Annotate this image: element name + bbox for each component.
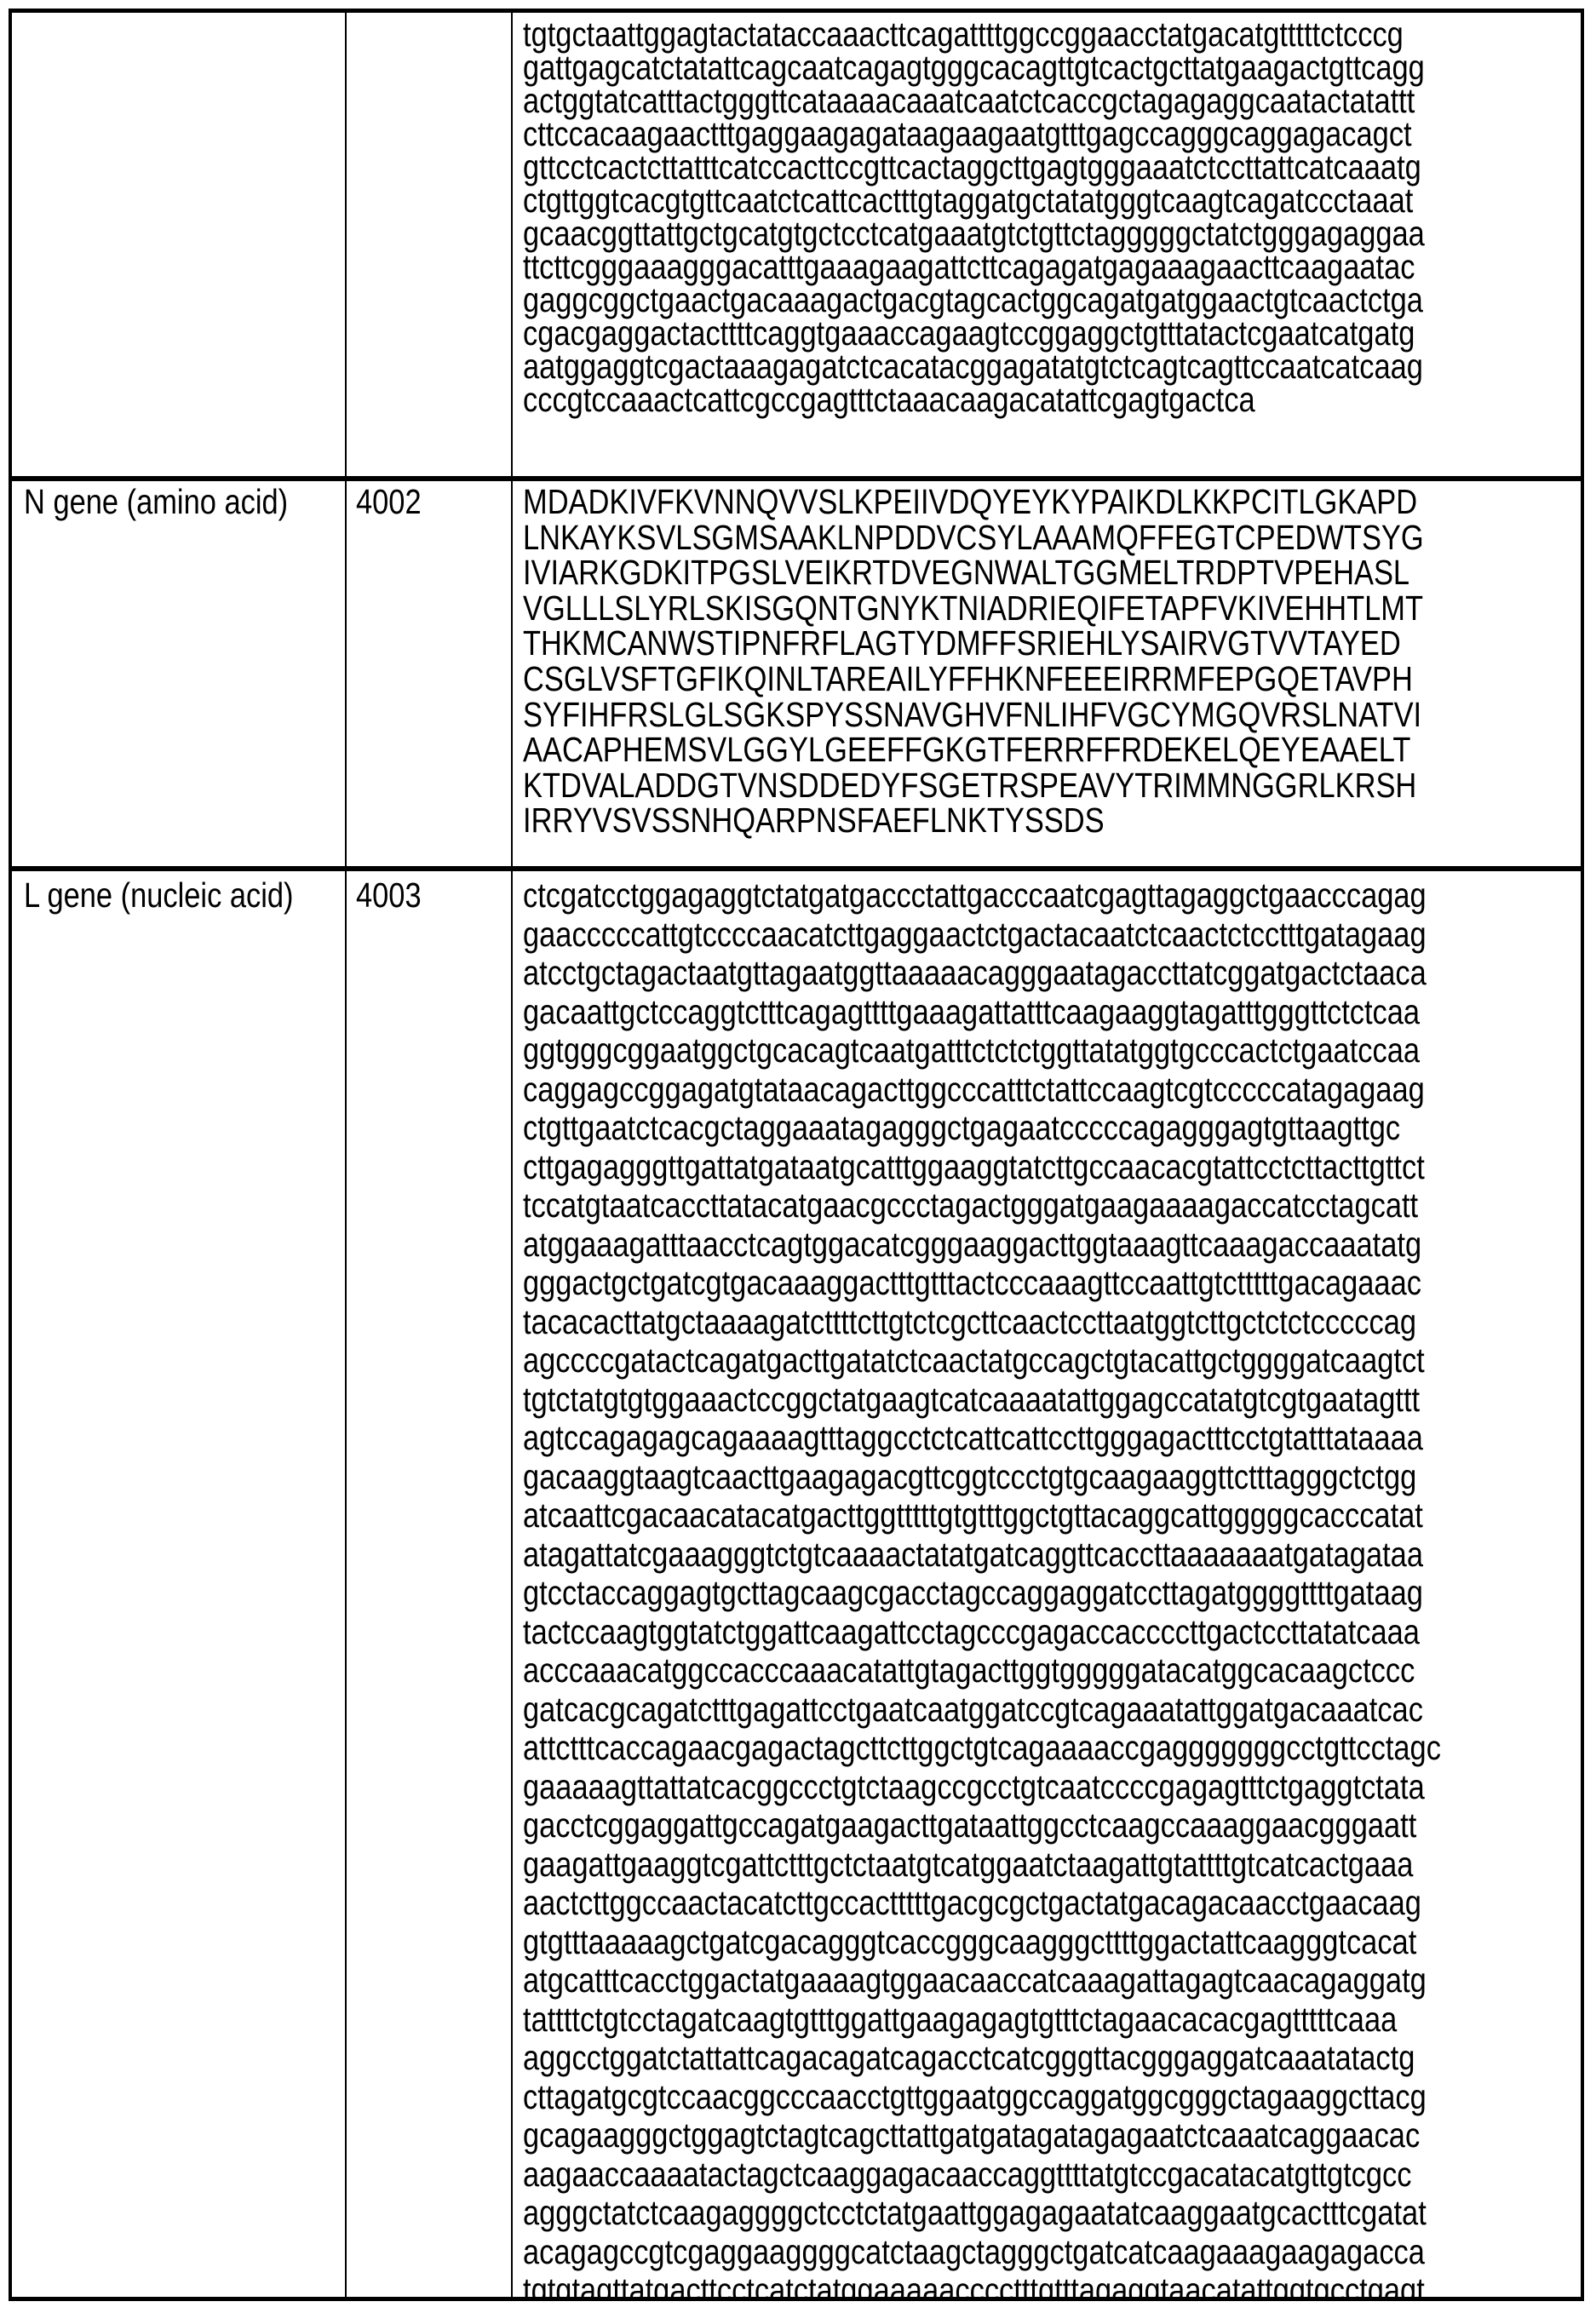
sequence-line: aactcttggccaactacatcttgccactttttgacgcgctgactatgacagacaacctgaacaag <box>523 1884 1578 1923</box>
sequence-line: SYFIHFRSLGLSGKSPYSSNAVGHVFNLIHFVGCYMGQVRSLNATVI <box>523 697 1578 733</box>
sequence-line: ctgttgaatctcacgctaggaaatagagggctgagaatcccccagagggagtgttaagttgc <box>523 1109 1578 1148</box>
sequence-line: caggagccggagatgtataacagacttggcccatttctattccaagtcgtcccccatagagaag <box>523 1070 1578 1110</box>
gene-label-cell <box>24 481 339 866</box>
sequence-line: gatcacgcagatctttgagattcctgaatcaatggatccgtcagaaatattggatgacaaatcac <box>523 1690 1578 1730</box>
sequence-text <box>523 871 1578 2297</box>
sequence-table <box>9 9 1584 2301</box>
sequence-line: gcagaagggctggagtctagtcagcttattgatgatagatagagaatctcaaatcaggaacac <box>523 2116 1578 2155</box>
column-divider <box>511 13 513 476</box>
sequence-line: KTDVALADDGTVNSDDEDYFSGETRSPEAVYTRIMMNGGRLKRSH <box>523 768 1578 804</box>
sequence-line: aagaaccaaaatactagctcaaggagacaaccaggttttatgtccgacatacatgttgtcgcc <box>523 2155 1578 2195</box>
sequence-line: gaaaaagttattatcacggccctgtctaagccgcctgtcaatccccgagagtttctgaggtctata <box>523 1768 1578 1807</box>
sequence-line: LNKAYKSVLSGMSAAKLNPDDVCSYLAAAMQFFEGTCPEDWTSYG <box>523 520 1578 556</box>
table-row <box>12 476 1581 866</box>
seq-id: 4003 <box>356 871 509 915</box>
seq-id: 4002 <box>356 481 509 520</box>
sequence-line: atgcatttcacctggactatgaaaagtggaacaaccatcaaagattagagtcaacagaggatg <box>523 1961 1578 2000</box>
column-divider <box>511 871 513 2297</box>
sequence-line: cttagatgcgtccaacggcccaacctgttggaatggccaggatggcgggctagaaggcttacg <box>523 2078 1578 2117</box>
sequence-line: tactccaagtggtatctggattcaagattcctagcccgagaccaccccttgactccttatatcaaa <box>523 1613 1578 1652</box>
sequence-line: gtgtttaaaaagctgatcgacagggtcaccgggcaagggcttttggactattcaagggtcacat <box>523 1923 1578 1962</box>
seq-id-cell <box>356 481 509 866</box>
sequence-line: ttcttcgggaaagggacatttgaaagaagattcttcagagatgagaaagaacttcaagaatac <box>523 250 1578 284</box>
sequence-line: gcaacggttattgctgcatgtgctcctcatgaaatgtctgttctagggggctatctgggagaggaa <box>523 217 1578 250</box>
sequence-line: acagagccgtcgaggaaggggcatctaagctagggctgatcatcaagaaagaagagacca <box>523 2233 1578 2272</box>
sequence-line: gaacccccattgtccccaacatcttgaggaactctgactacaatctcaactctcctttgatagaag <box>523 915 1578 955</box>
sequence-line: acccaaacatggccacccaaacatattgtagacttggtgggggatacatggcacaagctccc <box>523 1651 1578 1690</box>
sequence-line: agggctatctcaagaggggctcctctatgaattggagagaatatcaaggaatgcactttcgatat <box>523 2194 1578 2233</box>
column-divider <box>511 481 513 866</box>
table-row <box>12 866 1581 2301</box>
sequence-line: tacacacttatgctaaaagatcttttcttgtctcgcttcaactccttaatggtcttgctctctcccccag <box>523 1303 1578 1342</box>
sequence-line: agtccagagagcagaaaagtttaggcctctcattcattccttgggagactttcctgtatttataaaa <box>523 1419 1578 1458</box>
sequence-cell <box>523 871 1579 2297</box>
sequence-line: AACAPHEMSVLGGYLGEEFFGKGTFERRFFRDEKELQEYEAAELT <box>523 732 1578 768</box>
sequence-line: tgtctatgtgtggaaactccggctatgaagtcatcaaaatattggagccatatgtcgtgaatagttt <box>523 1380 1578 1420</box>
sequence-line: tgtgctaattggagtactataccaaacttcagattttggccggaacctatgacatgtttttctcccg <box>523 18 1578 51</box>
sequence-line: cttgagagggttgattatgataatgcatttggaaggtatcttgccaacacgtattcctcttacttgttct <box>523 1148 1578 1187</box>
sequence-line: IRRYVSVSSNHQARPNSFAEFLNKTYSSDS <box>523 803 1578 839</box>
sequence-line: THKMCANWSTIPNFRFLAGTYDMFFSRIEHLYSAIRVGTVVTAYED <box>523 626 1578 662</box>
sequence-line: aatggaggtcgactaaagagatctcacatacggagatatgtctcagtcagttccaatcatcaag <box>523 350 1578 383</box>
gene-label: N gene (amino acid) <box>24 481 339 520</box>
gene-label: L gene (nucleic acid) <box>24 871 339 915</box>
sequence-line: ctcgatcctggagaggtctatgatgaccctattgacccaatcgagttagaggctgaacccagag <box>523 876 1578 915</box>
sequence-line: CSGLVSFTGFIKQINLTAREAILYFFHKNFEEEIRRMFEPGQETAVPH <box>523 662 1578 697</box>
sequence-text <box>523 13 1578 416</box>
sequence-line: atcctgctagactaatgttagaatggttaaaaacagggaatagaccttatcggatgactctaaca <box>523 954 1578 993</box>
column-divider <box>345 481 347 866</box>
sequence-cell <box>523 13 1579 476</box>
seq-id <box>356 13 509 18</box>
sequence-line: MDADKIVFKVNNQVVSLKPEIIVDQYEYKYPAIKDLKKPCITLGKAPD <box>523 485 1578 520</box>
sequence-line: tgtgtagttatgacttcctcatctatggaaaaacccctttgtttagaggtaacatattggtgcctgagt <box>523 2271 1578 2297</box>
table-row <box>12 9 1581 476</box>
sequence-line: gacaaggtaagtcaacttgaagagacgttcggtccctgtgcaagaaggttctttagggctctgg <box>523 1458 1578 1497</box>
sequence-line: gaggcggctgaactgacaaagactgacgtagcactggcagatgatggaactgtcaactctga <box>523 284 1578 317</box>
sequence-line: tattttctgtcctagatcaagtgtttggattgaagagagtgtttctagaacacacgagtttttcaaa <box>523 2000 1578 2040</box>
sequence-line: gacctcggaggattgccagatgaagacttgataattggcctcaagccaaaggaacgggaatt <box>523 1806 1578 1845</box>
sequence-cell <box>523 481 1579 866</box>
sequence-line: cgacgaggactacttttcaggtgaaaccagaagtccggaggctgtttatactcgaatcatgatg <box>523 317 1578 350</box>
column-divider <box>345 871 347 2297</box>
sequence-line: gattgagcatctatattcagcaatcagagtgggcacagttgtcactgcttatgaagactgttcagg <box>523 51 1578 84</box>
sequence-line: gtcctaccaggagtgcttagcaagcgacctagccaggaggatccttagatggggttttgataag <box>523 1574 1578 1613</box>
column-divider <box>345 13 347 476</box>
sequence-line: IVIARKGDKITPGSLVEIKRTDVEGNWALTGGMELTRDPTVPEHASL <box>523 555 1578 591</box>
sequence-text <box>523 481 1578 839</box>
sequence-line: ggtgggcggaatggctgcacagtcaatgatttctctctggttatatggtgcccactctgaatccaa <box>523 1031 1578 1070</box>
sequence-line: agccccgatactcagatgacttgatatctcaactatgccagctgtacattgctggggatcaagtct <box>523 1341 1578 1380</box>
sequence-line: atagattatcgaaagggtctgtcaaaactatatgatcaggttcaccttaaaaaaatgatagataa <box>523 1535 1578 1575</box>
gene-label <box>24 13 339 18</box>
sequence-line: cttccacaagaactttgaggaagagataagaagaatgtttgagccagggcaggagacagct <box>523 118 1578 151</box>
seq-id-cell <box>356 13 509 476</box>
sequence-line: gacaattgctccaggtctttcagagttttgaaagattatttcaagaaggtagatttgggttctctcaa <box>523 993 1578 1032</box>
sequence-line: attctttcaccagaacgagactagcttcttggctgtcagaaaaccgagggggggcctgttcctagc <box>523 1729 1578 1768</box>
sequence-line: actggtatcatttactgggttcataaaacaaatcaatctcaccgctagagaggcaatactatattt <box>523 84 1578 118</box>
sequence-line: ctgttggtcacgtgttcaatctcattcactttgtaggatgctatatgggtcaagtcagatccctaaat <box>523 184 1578 217</box>
sequence-line: atcaattcgacaacatacatgacttggtttttgtgtttggctgttacaggcattgggggcacccatat <box>523 1496 1578 1535</box>
sequence-line: atggaaagatttaacctcagtggacatcgggaaggacttggtaaagttcaaagaccaaatatg <box>523 1225 1578 1265</box>
sequence-line: tccatgtaatcaccttatacatgaacgccctagactgggatgaagaaaagaccatcctagcatt <box>523 1186 1578 1225</box>
sequence-line: gggactgctgatcgtgacaaaggactttgtttactcccaaagttccaattgtctttttgacagaaac <box>523 1264 1578 1303</box>
gene-label-cell <box>24 871 339 2297</box>
seq-id-cell <box>356 871 509 2297</box>
sequence-line: aggcctggatctattattcagacagatcagacctcatcgggttacgggaggatcaaatatactg <box>523 2039 1578 2078</box>
sequence-line: VGLLLSLYRLSKISGQNTGNYKTNIADRIEQIFETAPFVKIVEHHTLMT <box>523 591 1578 627</box>
sequence-line: gaagattgaaggtcgattctttgctctaatgtcatggaatctaagattgtattttgtcatcactgaaa <box>523 1845 1578 1885</box>
sequence-line: cccgtccaaactcattcgccgagtttctaaacaagacatattcgagtgactca <box>523 383 1578 416</box>
sequence-line: gttcctcactcttatttcatccacttccgttcactaggcttgagtgggaaatctccttattcatcaaatg <box>523 151 1578 184</box>
gene-label-cell <box>24 13 339 476</box>
